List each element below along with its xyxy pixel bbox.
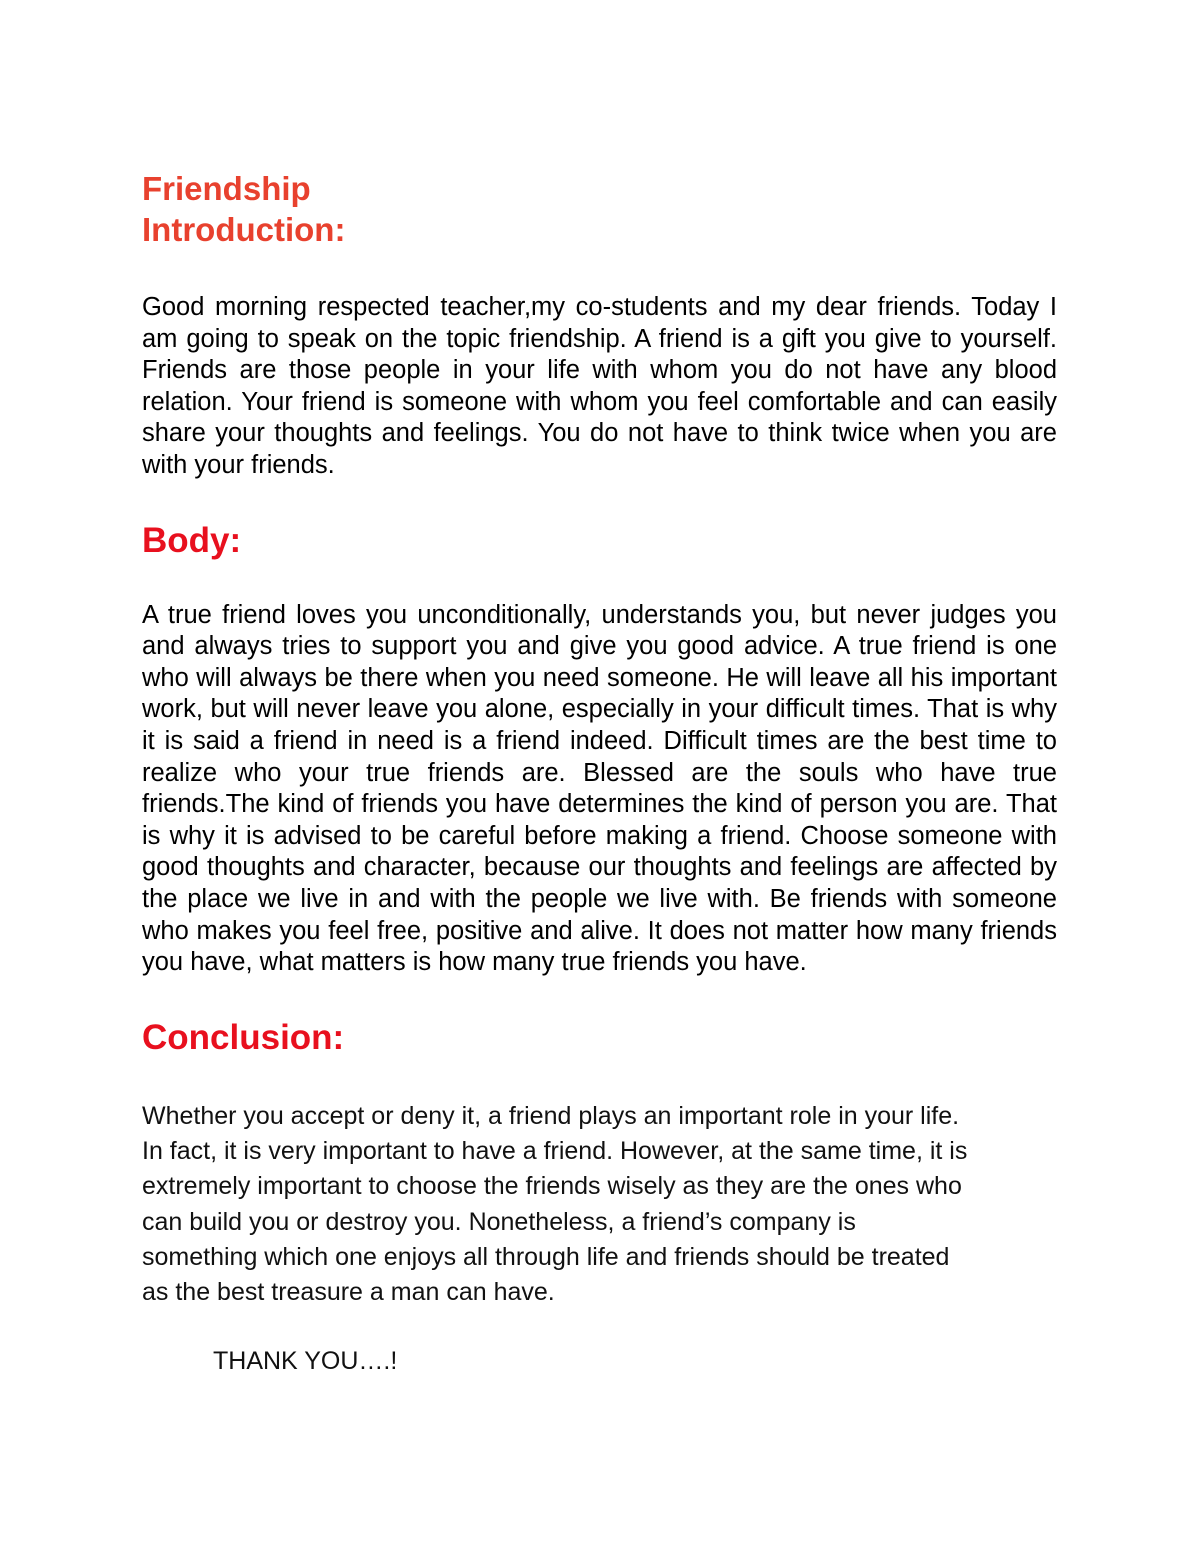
conclusion-line: Whether you accept or deny it, a friend plays an important role in your life. xyxy=(142,1101,960,1130)
introduction-heading: Introduction: xyxy=(142,211,346,248)
document-page xyxy=(142,168,1057,1377)
body-paragraph: A true friend loves you unconditionally, understands you, but never judges you and always tries to support you and give you good advice. A true friend is one who will always be there when you need someone. He will leave all his important work, but will never leave you alone, especially in your difficult times. That is why it is said a friend in need is a friend indeed. Difficult times are the best time to realize who your true friends are. Blessed are the souls who have true friends.The kind of friends you have determines the kind of person you are. That is why it is advised to be careful before making a friend. Choose someone with good thoughts and character, because our thoughts and feelings are affected by the place we live in and with the people we live with. Be friends with someone who makes you feel free, positive and alive. It does not matter how many friends you have, what matters is how many true friends you have. xyxy=(142,600,1057,977)
conclusion-line: as the best treasure a man can have. xyxy=(142,1278,555,1307)
closing-thank-you: THANK YOU….! xyxy=(213,1347,398,1376)
conclusion-line: In fact, it is very important to have a friend. However, at the same time, it is xyxy=(142,1136,968,1165)
document-title: Friendship xyxy=(142,170,311,207)
conclusion-paragraph xyxy=(142,1099,1042,1311)
introduction-paragraph: Good morning respected teacher,my co-students and my dear friends. Today I am going to speak on the topic friendship. A friend is a gift you give to yourself. Friends are those people in your life with whom you do not have any blood relation. Your friend is someone with whom you feel comfortable and can easily share your thoughts and feelings. You do not have to think twice when you are with your friends. xyxy=(142,293,1057,479)
conclusion-line: something which one enjoys all through life and friends should be treated xyxy=(142,1242,950,1271)
conclusion-heading: Conclusion: xyxy=(142,1017,345,1057)
conclusion-line: can build you or destroy you. Nonetheless, a friend’s company is xyxy=(142,1207,856,1236)
conclusion-line: extremely important to choose the friends wisely as they are the ones who xyxy=(142,1172,962,1201)
body-heading: Body: xyxy=(142,520,242,560)
